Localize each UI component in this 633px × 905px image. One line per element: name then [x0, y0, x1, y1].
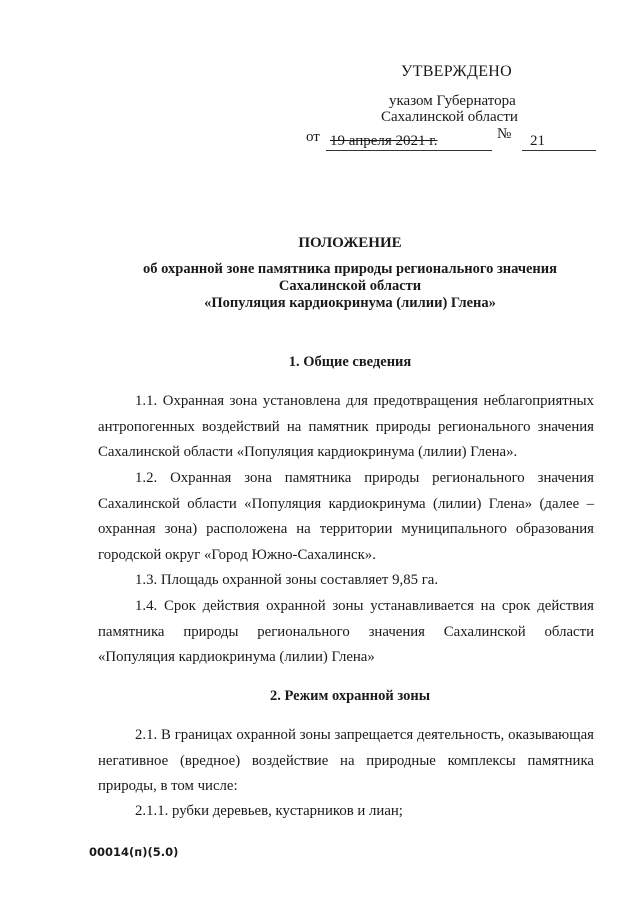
number-sign: № — [497, 126, 512, 142]
paragraph-1-1: 1.1. Охранная зона установлена для предотвращения неблагоприятных антропогенных воздействий на памятник природы регионального значения Сахалинской области «Популяция кардиокринума (лилии) Глена». — [98, 393, 594, 460]
title-line-1: об охранной зоне памятника природы регионального значения — [143, 261, 557, 277]
from-label: от — [306, 129, 320, 145]
title-line-3: «Популяция кардиокринума (лилии) Глена» — [204, 295, 496, 311]
number-field — [522, 133, 596, 151]
document-title: ПОЛОЖЕНИЕ — [298, 235, 402, 251]
region-line: Сахалинской области — [381, 109, 518, 125]
title-line-2: Сахалинской области — [278, 278, 422, 294]
paragraph-1-2: 1.2. Охранная зона памятника природы регионального значения Сахалинской области «Популяция кардиокринума (лилии) Глена» (далее – охранная зона) расположена на территории муниципального образования городской округ «Город Южно-Сахалинск». — [98, 470, 594, 563]
date-value: 19 апреля 2021 г. — [330, 133, 438, 149]
approved-stamp: УТВЕРЖДЕНО — [401, 63, 513, 80]
number-value: 21 — [530, 133, 545, 149]
date-number-line — [306, 123, 596, 149]
paragraph-2-1-1: 2.1.1. рубки деревьев, кустарников и лиан; — [135, 803, 403, 819]
document-code: 00014(п)(5.0) — [89, 845, 179, 859]
paragraph-1-4: 1.4. Срок действия охранной зоны устанавливается на срок действия памятника природы регионального значения Сахалинской области «Популяция кардиокринума (лилии) Глена» — [98, 598, 594, 665]
paragraph-2-1: 2.1. В границах охранной зоны запрещается деятельность, оказывающая негативное (вредное) воздействие на природные комплексы памятника природы, в том числе: — [98, 727, 594, 794]
date-field — [326, 133, 492, 151]
paragraph-1-3: 1.3. Площадь охранной зоны составляет 9,85 га. — [135, 572, 439, 588]
section-1-heading: 1. Общие сведения — [288, 354, 412, 370]
decree-line: указом Губернатора — [389, 93, 516, 109]
section-2-heading: 2. Режим охранной зоны — [269, 688, 431, 704]
